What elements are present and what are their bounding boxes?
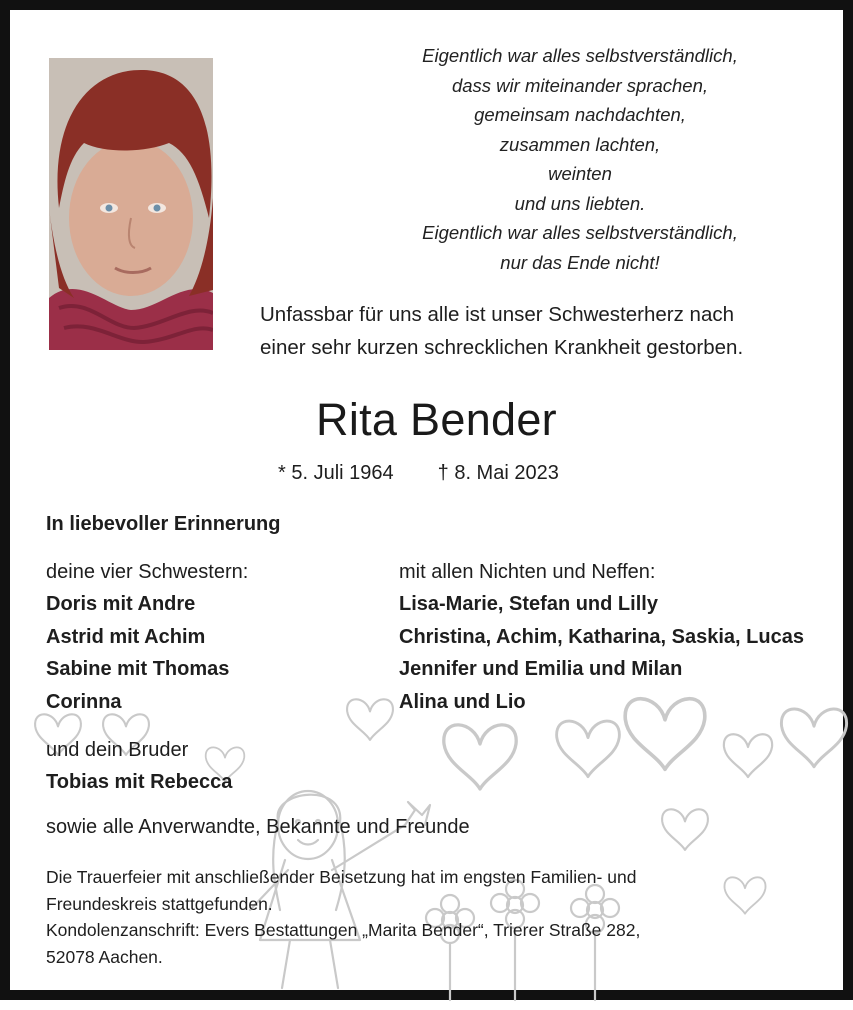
poem-line: zusammen lachten, [499,133,661,155]
birth-date: * 5. Juli 1964 [278,462,394,484]
poem-line: und uns liebten. [514,192,646,214]
list-item: Corinna [46,690,122,713]
nieces-nephews-list [399,556,804,718]
list-item: Lisa-Marie, Stefan und Lilly [399,593,658,616]
sisters-heading: deine vier Schwestern: [46,561,249,583]
list-item: Astrid mit Achim [46,625,206,648]
intro-text [260,298,743,364]
poem [340,41,820,277]
list-item: Alina und Lio [399,690,526,713]
life-dates [278,460,559,486]
notice-line: Freundeskreis stattgefunden. [46,893,273,914]
poem-line: Eigentlich war alles selbstverständlich, [422,222,738,243]
intro-line: Unfassbar für uns alle ist unser Schwesterherz nach [260,303,735,326]
brother-intro: und dein Bruder [46,739,189,761]
list-item: Doris mit Andre [46,593,196,616]
heart-doodle [444,725,516,789]
heart-doodle [724,734,772,777]
relatives-line: sowie alle Anverwandte, Bekannte und Freunde [46,816,470,838]
poem-line: gemeinsam nachdachten, [474,104,686,125]
poem-line: Eigentlich war alles selbstverständlich, [422,45,738,66]
notice-line: Kondolenzanschrift: Evers Bestattungen „Marita Bender“, Trierer Straße 282, [46,920,641,940]
notice-line: 52078 Aachen. [46,946,163,967]
funeral-notice [46,864,640,970]
list-item: Sabine mit Thomas [46,658,230,681]
nieces-nephews-heading: mit allen Nichten und Neffen: [399,561,656,583]
heart-doodle [347,699,393,740]
portrait-photo [49,58,213,350]
notice-line: Die Trauerfeier mit anschließender Beisetzung hat im engsten Familien- und [46,867,637,887]
brother-section [46,734,232,799]
poem-line: weinten [548,163,612,184]
list-item: Jennifer und Emilia und Milan [399,658,683,681]
poem-line: dass wir miteinander sprachen, [451,74,709,96]
memorial-heading: In liebevoller Erinnerung [46,513,281,535]
intro-line: einer sehr kurzen schrecklichen Krankheit gestorben. [260,336,744,359]
brother-name: Tobias mit Rebecca [46,771,233,794]
heart-doodle [724,877,765,913]
death-date: † 8. Mai 2023 [437,462,559,484]
list-item: Christina, Achim, Katharina, Saskia, Lucas [399,625,804,648]
sisters-list [46,556,248,718]
poem-line: nur das Ende nicht! [500,251,660,273]
heart-doodle [662,809,708,850]
deceased-name: Rita Bender [316,394,557,445]
heart-doodle [557,721,620,777]
